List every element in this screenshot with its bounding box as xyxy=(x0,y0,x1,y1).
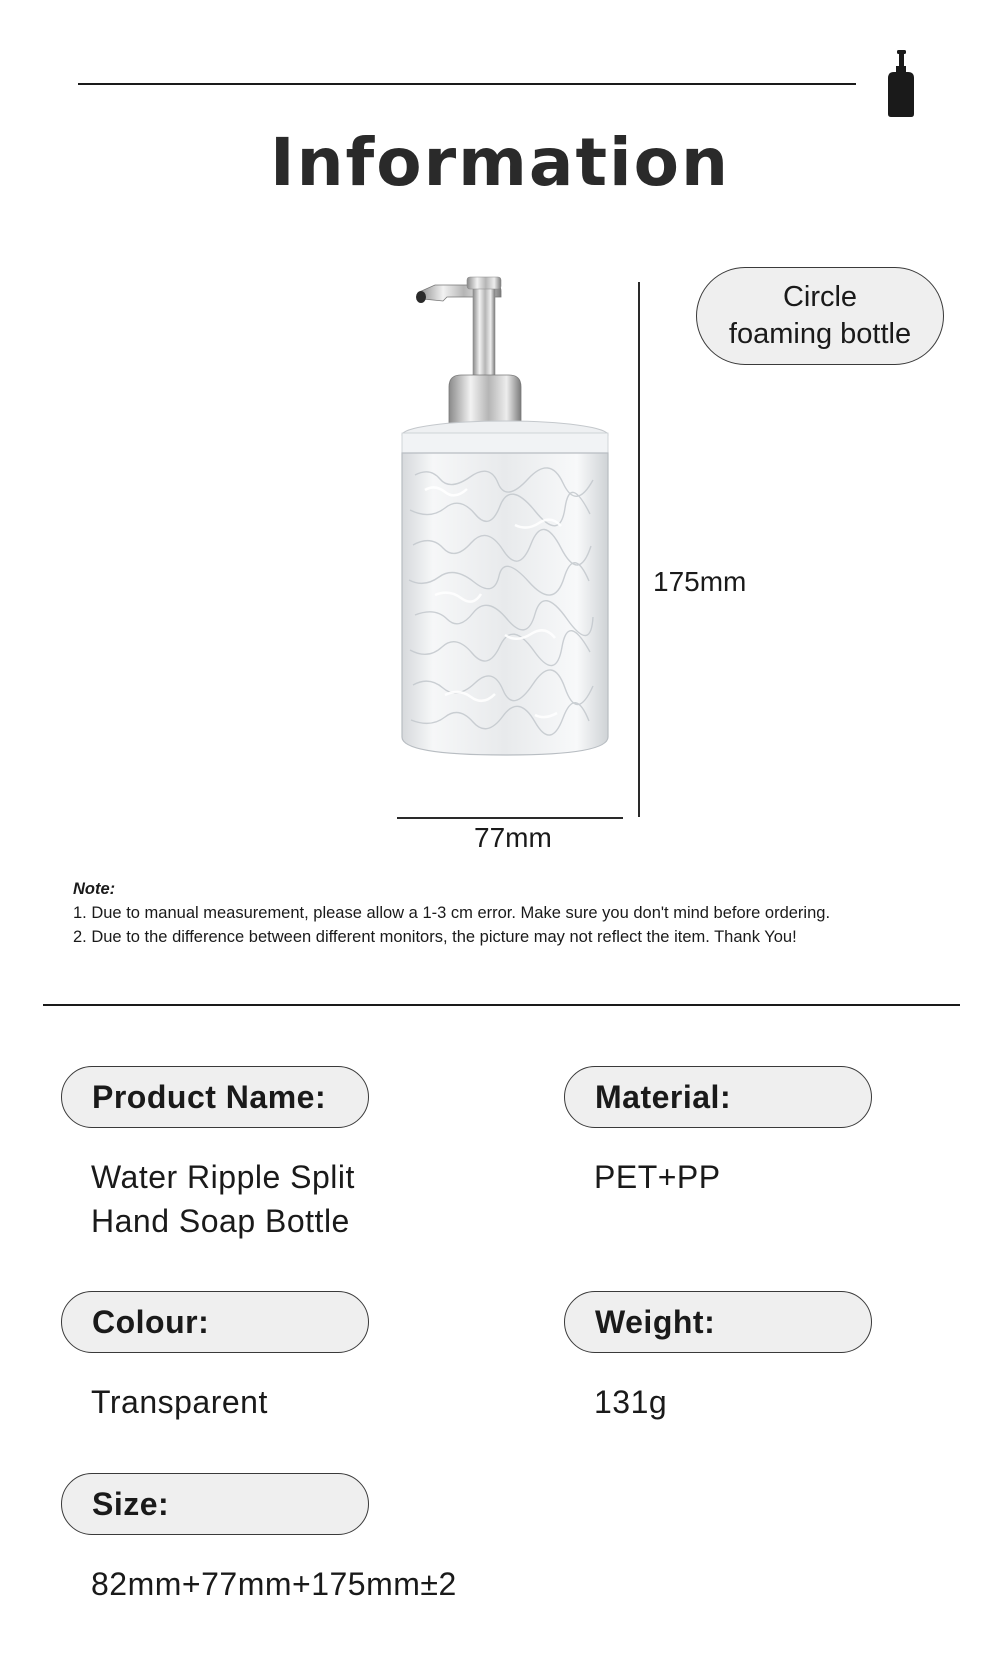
section-divider xyxy=(43,1004,960,1006)
note-title: Note: xyxy=(73,880,116,898)
width-label: 77mm xyxy=(474,822,552,853)
soap-bottle-icon xyxy=(884,48,916,118)
header-divider xyxy=(78,83,856,85)
size-value: 82mm+77mm+175mm±2 xyxy=(91,1566,457,1602)
page-title: Information xyxy=(270,124,730,201)
bottle-type-line2: foaming bottle xyxy=(728,318,912,350)
material-value: PET+PP xyxy=(594,1159,721,1195)
material-label: Material: xyxy=(564,1066,872,1128)
bottle-type-badge xyxy=(696,267,944,365)
note-line-1: 1. Due to manual measurement, please allow a 1-3 cm error. Make sure you don't mind before ordering. xyxy=(73,904,831,922)
weight-value: 131g xyxy=(594,1384,668,1420)
width-dimension-line xyxy=(397,817,623,819)
product-name-line2: Hand Soap Bottle xyxy=(91,1203,350,1239)
product-name-label: Product Name: xyxy=(61,1066,369,1128)
product-image xyxy=(395,275,625,805)
weight-label: Weight: xyxy=(564,1291,872,1353)
product-name-line1: Water Ripple Split xyxy=(91,1159,355,1195)
product-name-value xyxy=(91,1155,355,1243)
size-label: Size: xyxy=(61,1473,369,1535)
colour-label: Colour: xyxy=(61,1291,369,1353)
colour-value: Transparent xyxy=(91,1384,268,1420)
height-label: 175mm xyxy=(653,566,747,597)
height-dimension-line xyxy=(638,282,640,817)
note-line-2: 2. Due to the difference between different monitors, the picture may not reflect the item. Thank You! xyxy=(73,928,797,946)
note-block xyxy=(73,877,953,949)
bottle-type-line1: Circle xyxy=(782,281,858,313)
